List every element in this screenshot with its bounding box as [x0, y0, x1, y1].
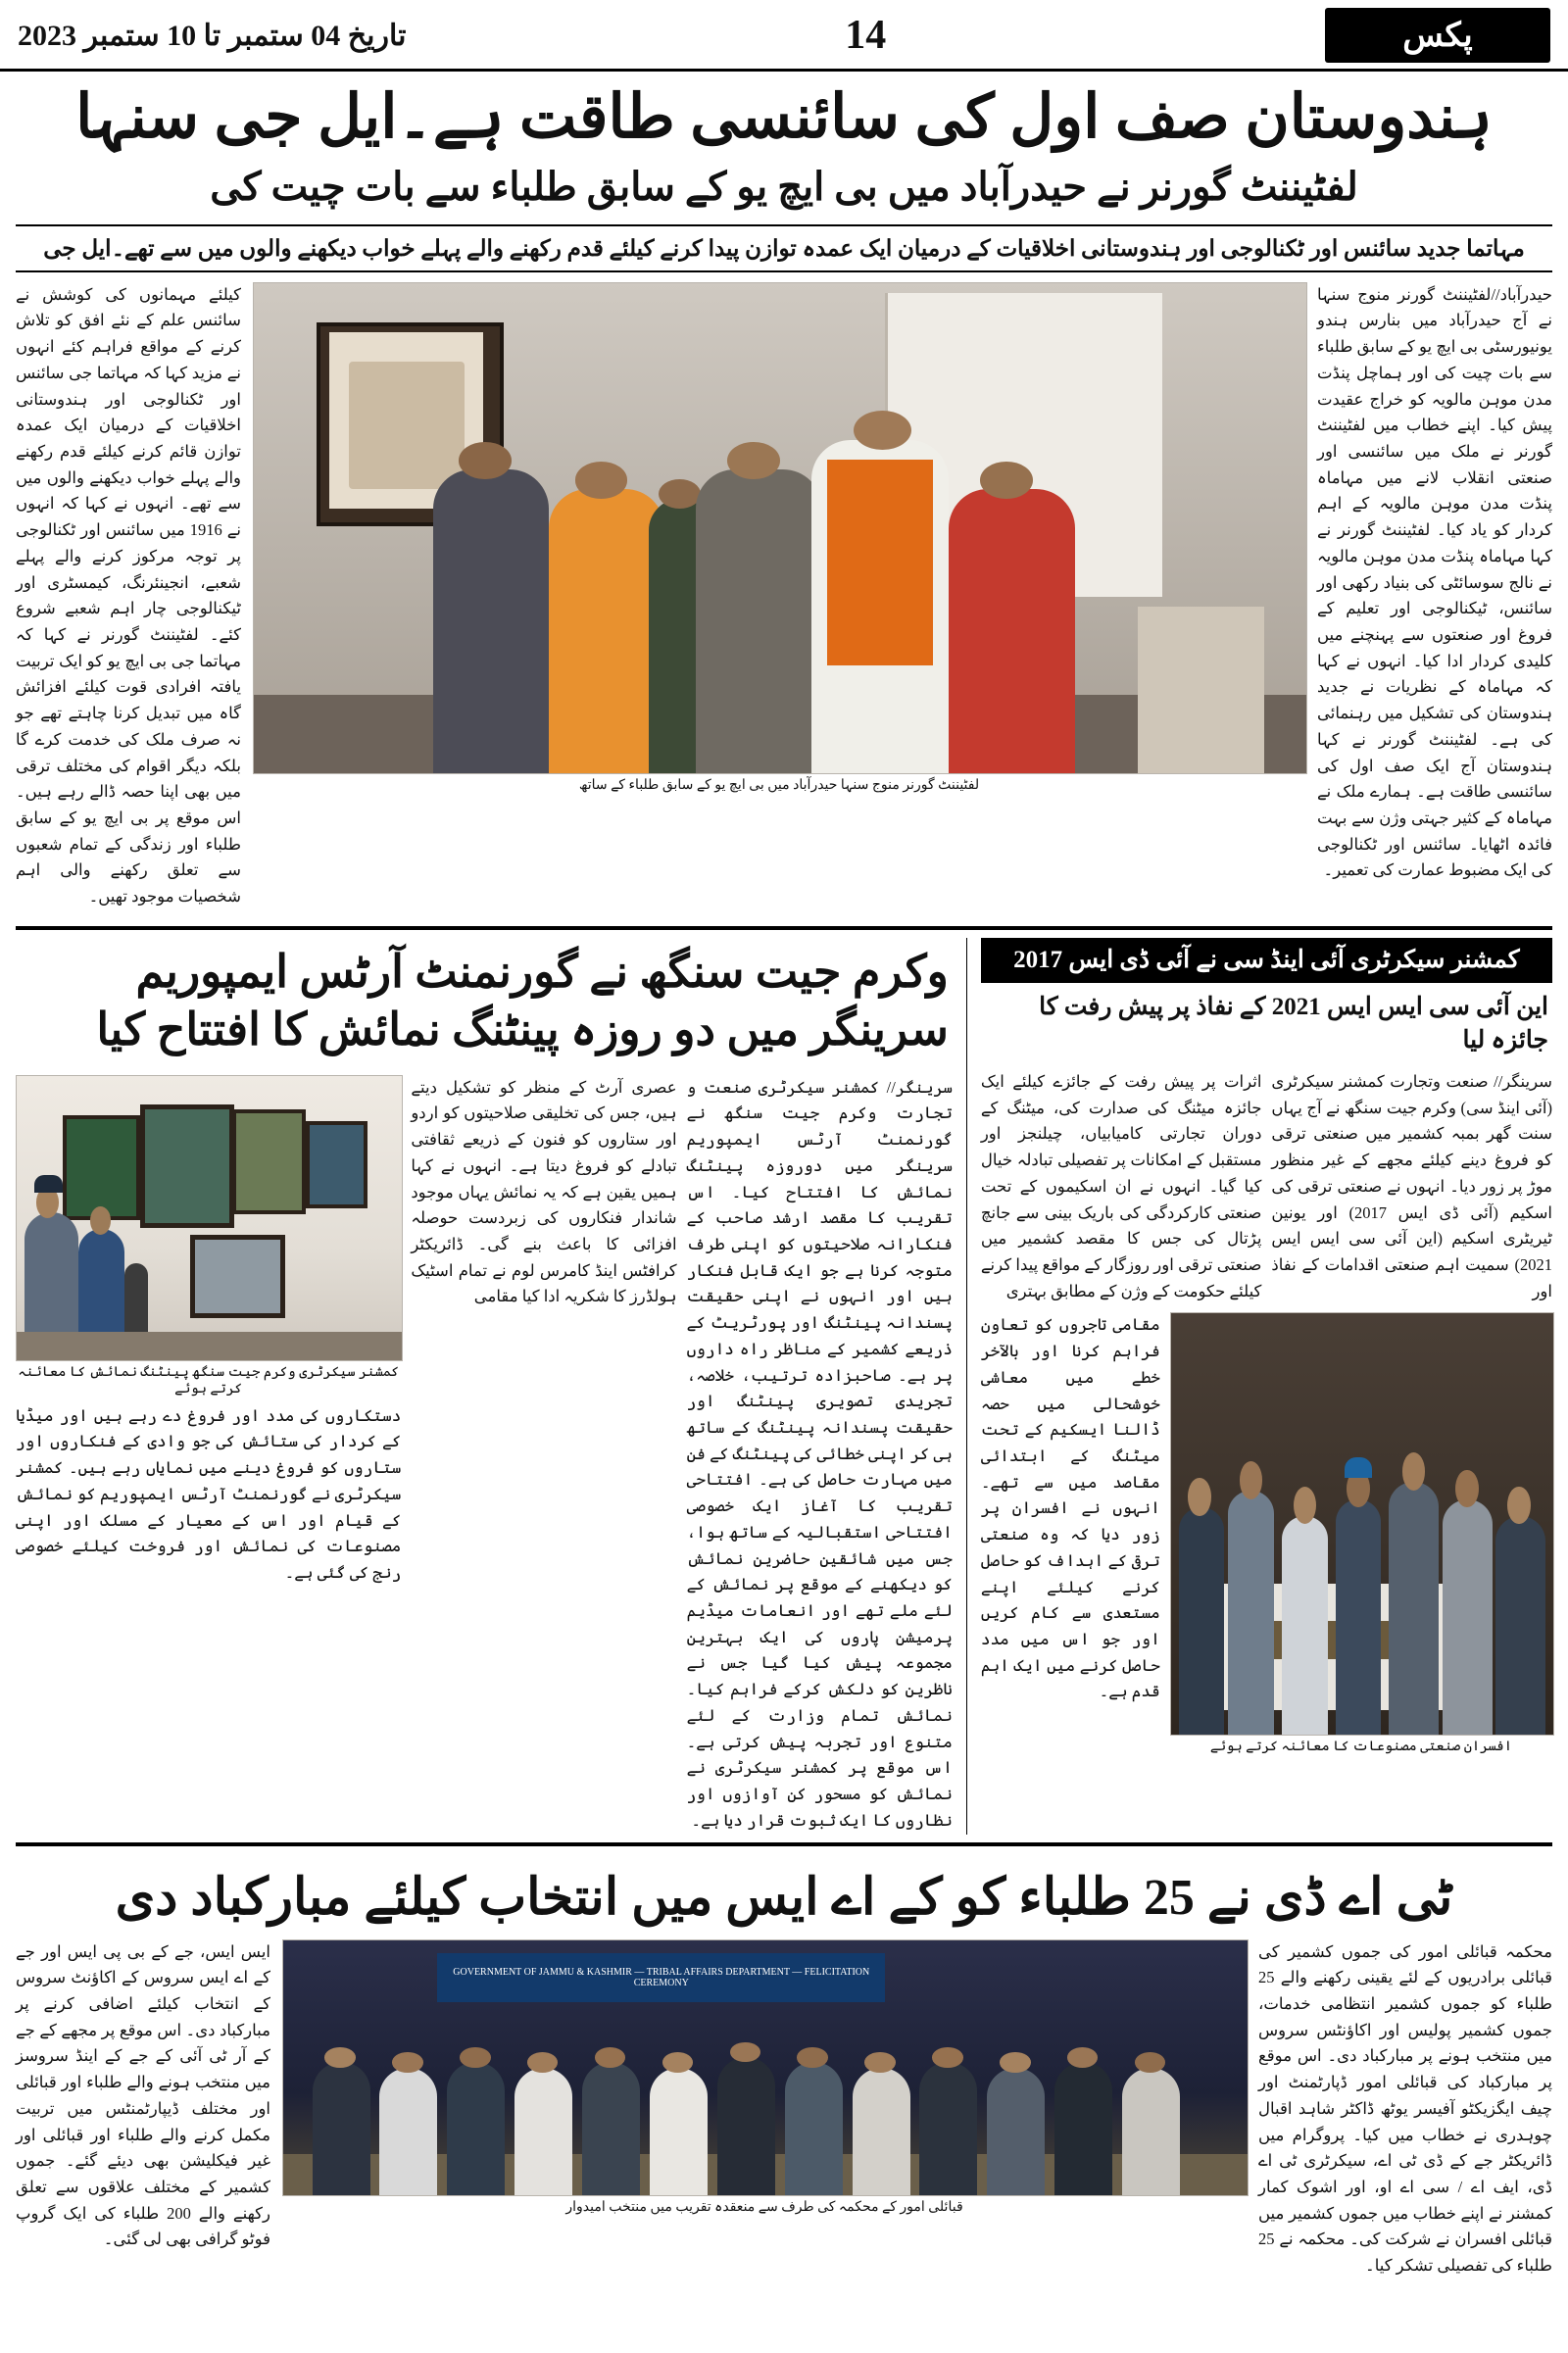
lead-left-column	[16, 282, 241, 910]
tda-col2-wrap	[1258, 1939, 1552, 2279]
vertical-divider	[966, 938, 967, 1835]
newspaper-logo	[1325, 8, 1550, 63]
tda-col1-wrap	[16, 1939, 270, 2254]
lead-headline: ہندوستان صف اول کی سائنسی طاقت ہے۔ایل جی سنہا	[75, 84, 1493, 151]
ipds-photo	[1170, 1312, 1554, 1736]
ipds-col3: سرینگر// صنعت وتجارت کمشنر سیکرٹری (آئی اینڈ سی) وکرم جیت سنگھ نے آج یہاں سنت گھر بمبہ کشمیر میں صنعتی ترقی کو فروغ دینے کیلئے مجھے کے غیر منظور موڑ پر زور دیا۔ انہوں نے صنعتی ترقی کی اسکیم (آئی ڈی ایس 2017) اور یونین ٹیریٹری اسکیم (این آئی سی ایس ایس 2021) سمیت اہم صنعتی اقدامات کے نفاذ اور	[1271, 1071, 1552, 1300]
exhibition-headline: وکرم جیت سنگھ نے گورنمنٹ آرٹس ایمپوریم سرینگر میں دو روزہ پینٹنگ نمائش کا افتتاح کیا	[96, 946, 949, 1054]
lead-photo-wrap	[253, 282, 1305, 794]
masthead-date: تاریخ 04 ستمبر تا 10 ستمبر 2023	[18, 19, 407, 52]
ipds-col1-wrap	[981, 1069, 1262, 1304]
ipds-story	[981, 938, 1552, 1755]
ipds-black-bar: کمشنر سیکرٹری آئی اینڈ سی نے آئی ڈی ایس 2017	[981, 938, 1552, 984]
logo-text: پکس	[1402, 18, 1473, 54]
tda-story	[0, 1854, 1568, 2297]
lead-right-column	[1317, 282, 1552, 885]
ipds-col2: اثرات پر پیش رفت کے جائزے کیلئے ایک جائزہ میٹنگ کی صدارت کی، میٹنگ کے دوران تجارتی کامیابیاں، چیلنجز اور مستقبل کے امکانات پر تفصیلی تبادلہ خیال کیا گیا۔ انہوں نے ان اسکیموں کے تحت صنعتی کارکردگی کی باریک بینی سے جانچ پڑتال کی جس کا مقصد کشمیر میں صنعتی ترقی اور روزگار کے مواقع پیدا کرنے کیلئے حکومت کے وژن کے مطابق بہتری	[980, 1071, 1262, 1300]
lead-kicker: مہاتما جدید سائنس اور ٹکنالوجی اور ہندوستانی اخلاقیات کے درمیان ایک عمدہ توازن پیدا کرنے کیلئے قدم رکھنے والے پہلے خواب دیکھنے والوں میں سے تھے۔ایل جی	[16, 224, 1552, 272]
exhibition-photo-caption: کمشنر سیکرٹری وکرم جیت سنگھ پینٹنگ نمائش کا معائنہ کرتے ہوئے	[18, 1364, 400, 1397]
ipds-col3-wrap	[981, 1312, 1160, 1755]
tda-columns	[0, 1939, 1568, 2297]
tda-headline: ٹی اے ڈی نے 25 طلباء کو کے اے ایس میں انتخاب کیلئے مبارکباد دی	[115, 1869, 1453, 1926]
tda-photo-caption: قبائلی امور کے محکمہ کی طرف سے منعقدہ تقریب میں منتخب امیدوار	[565, 2199, 963, 2215]
exhibition-col2: عصری آرٹ کے منظر کو تشکیل دیتے ہیں، جس کی تخلیقی صلاحیتوں کو اردو اور ستاروں کو فنون کے ذریعے ثقافتی تبادلے کو فروغ دیتا ہے۔ انہوں نے کہا ہمیں یقین ہے کہ یہ نمائش یہاں موجود شاندار فنکاروں کی زبردست حوصلہ افزائی کا باعث بنے گی۔ ڈائریکٹر کرافٹس اینڈ کامرس لوم نے تمام اسٹیک ہولڈرز کا شکریہ ادا کیا مقامی	[411, 1077, 677, 1306]
tda-col1: ایس ایس، جے کے بی پی ایس اور جے کے اے ایس سروس کے اکاؤنٹ سروس کے انتخاب کیلئے اضافی کرنے پر مبارکباد دی۔ اس موقع پر مجھے کے جے کے آر ٹی آئی کے جے کے اینڈ سروسز میں منتخب ہونے والے طلباء اور قبائلی اور مختلف ڈیپارٹمنٹس میں تربیت مکمل کرنے والے طلباء اور قبائلی اور غیر فیکلیشن بھی دیئے گئے۔ جموں کشمیر کے مختلف علاقوں سے تعلق رکھنے والے 200 طلباء کی ایک گروپ فوٹو گرافی بھی لی گئی۔	[16, 1941, 271, 2249]
exhibition-story	[16, 938, 953, 1835]
ipds-col2-wrap	[1271, 1069, 1552, 1304]
exhibition-col3: سرینگر// کمشنر سیکرٹری صنعت و تجارت وکرم جیت سنگھ نے گورنمنٹ آرٹس ایمپوریم سرینگر میں دوروزہ پینٹنگ نمائش کا افتتاح کیا۔ اس تقریب کا مقصد ارشد صاحب کے فنکارانہ صلاحیتوں کو اپنی طرف متوجہ کرنا ہے جو ایک قابل فنکار ہیں اور انہوں نے اپنی حقیقت پسندانہ پینٹنگ اور پورٹریٹ کے ذریعے کشمیر کے مناظر راہ داروں پر ہے۔ صاحبزادہ ترتیب، خلاصہ، تجریدی تصویری پینٹنگ اور حقیقت پسندانہ پینٹنگ کے ساتھ ہی کر اپنی خطائی کی پینٹنگ کے فن میں مہارت حاصل کی ہے۔ افتتاحی تقریب کا آغاز ایک خصوصی افتتاحی استقبالیہ کے ساتھ ہوا، جس میں شائقین حاضرین نمائش کو دیکھنے کے موقع پر نمائش کے لئے ملے تھے اور انعامات میڈیم پرمیشن پاروں کی ایک بہترین مجموعہ پیش کیا گیا جس نے ناظرین کو دلکش کرکے فراہم کیا۔ نمائش تمام وزارت کے لئے متنوع اور تجربہ پیش کرتی ہے۔ اس موقع پر کمشنر سیکرٹری نے نمائش کو مسحور کن آوازوں اور نظاروں کا ایک ثبوت قرار دیا ہے۔	[686, 1077, 953, 1830]
section-divider-2	[16, 1842, 1552, 1846]
tda-col2: محکمہ قبائلی امور کی جموں کشمیر کی قبائلی برادریوں کے لئے یقینی رکھنے والے 25 طلباء کو جموں کشمیر انتظامی خدمات، جموں کشمیر پولیس اور اکاؤنٹس سروس میں منتخب ہونے پر مبارکباد دی۔ اس موقع پر مبارکباد کی قبائلی امور ڈپارٹمنٹ اور چیف ایگزیکٹو آفیسر یوٹھ ڈاکٹر شاہد اقبال چوہدری نے خطاب میں کیا۔ پروگرام میں ڈائریکٹر جے کے ڈی ٹی اے، سیکرٹری ٹی اے ڈی، ایف اے / سی اے او، اور اشوک کمار کمشنر نے اپنے خطاب میں جموں کشمیر میں قبائلی افسران نے شرکت کی۔ محکمہ نے 25 طلباء کی تفصیلی تشکر کیا۔	[1258, 1941, 1552, 2276]
page-number: 14	[845, 13, 887, 58]
tda-photo-banner: GOVERNMENT OF JAMMU & KASHMIR — TRIBAL AFFAIRS DEPARTMENT — FELICITATION CEREMONY	[437, 1953, 885, 2003]
exhibition-col2-wrap	[411, 1075, 676, 1835]
lead-left-text: کیلئے مہمانوں کی کوشش نے سائنس علم کے نئے افق کو تلاش کرنے کے مواقع فراہم کئے انہوں نے مزید کہا کہ مہاتما جی سائنس اور ٹکنالوجی اور ہندوستانی اخلاقیات کے درمیان ایک عمدہ توازن قائم کرنے کیلئے قدم رکھنے والے پہلے خواب دیکھنے والوں میں سے تھے۔ انہوں نے کہا کہ انہوں نے 1916 میں سائنس اور ٹکنالوجی پر توجہ مرکوز کرنے والے پہلے شعبے، انجینئرنگ، کیمسٹری اور ٹیکنالوجی چار اہم شعبے شروع کئے۔ لفٹیننٹ گورنر نے کہا کہ مہاتما جی بی ایچ یو کو ایک تربیت یافتہ افرادی قوت کیلئے افزائش گاہ میں تبدیل کرنا چاہتے تھے جو نہ صرف ملک کی خدمت کرے گا بلکہ دیگر اقوام کی مختلف ترقی میں بھی اپنا حصہ ڈالے رہے ہیں۔ اس موقع پر بی ایچ یو کے سابق طلباء اور زندگی کے تمام شعبوں سے تعلق رکھنے والی اہم شخصیات موجود تھیں۔	[16, 284, 241, 907]
lead-headline-block	[0, 72, 1568, 217]
section-divider-1	[16, 926, 1552, 930]
lead-photo-caption: لفٹیننٹ گورنر منوج سنہا حیدرآباد میں بی ایچ یو کے سابق طلباء کے ساتھ	[578, 777, 980, 793]
exhibition-col3-wrap	[687, 1075, 953, 1835]
lead-story-columns	[0, 272, 1568, 918]
lead-right-text: حیدرآباد//لفٹیننٹ گورنر منوج سنہا نے آج حیدرآباد میں بنارس ہندو یونیورسٹی بی ایچ یو کے سابق طلباء سے بات چیت کی اور ہماچل پنڈت مدن موہن مالویہ کو خراج عقیدت پیش کیا۔ اپنے خطاب میں لفٹیننٹ گورنر نے ملک میں سائنسی اور صنعتی انقلاب لانے میں مہاماہ پنڈت مدن موہن مالویہ کے اہم کردار کو یاد کیا۔ لفٹیننٹ گورنر نے کہا مہاماہ پنڈت مدن موہن مالویہ نے نالج سوسائٹی کی بنیاد رکھی اور سائنس، ٹیکنالوجی اور تعلیم کے فروغ اور صنعتوں سے پہنچنے میں کلیدی کردار ادا کیا۔ انہوں نے کہا کہ مہاماہ کے نظریات نے جدید ہندوستان کی تشکیل میں رہنمائی کی ہے۔ لفٹیننٹ گورنر نے کہا ہندوستان آج ایک صف اول کی سائنسی طاقت ہے۔ ہمارے ملک نے مہاماہ کے کثیر جہتی وژن سے بہت فائدہ اٹھایا۔ سائنس اور ٹکنالوجی کی ایک مضبوط عمارت کی تعمیر۔	[1317, 284, 1552, 880]
middle-band	[0, 938, 1568, 1835]
tda-photo	[282, 1939, 1249, 2196]
ipds-col1: مقامی تاجروں کو تعاون فراہم کرنا اور بالآخر خطے میں معاشی خوشحالی میں حصہ ڈالنا ایسکیم کے تحت میٹنگ کے ابتدائی مقاصد میں سے تھے۔ انہوں نے افسران پر زور دیا کہ وہ صنعتی ترقی کے اہداف کو حاصل کرنے کیلئے اپنے مستعدی سے کام کریں اور جو اس میں مدد حاصل کرنے میں ایک اہم قدم ہے۔	[980, 1315, 1160, 1701]
tda-photo-wrap	[282, 1939, 1247, 2216]
exhibition-col1: دستکاروں کی مدد اور فروغ دے رہے ہیں اور میڈیا کے کردار کی ستائش کی جو وادی کے فنکاروں اور ستاروں کو فروغ دینے میں نمایاں رہے ہیں۔ کمشنر سیکرٹری نے گورنمنٹ آرٹس ایمپوریم کو نمائش کے قیام اور اس کے معیار کے مسلک اور اپنی مصنوعات کی نمائش اور فروخت کیلئے خصوصی رنج کی گئی ہے۔	[16, 1405, 402, 1582]
masthead	[0, 0, 1568, 72]
exhibition-photo-wrap	[16, 1075, 401, 1835]
ipds-photo-wrap	[1170, 1312, 1552, 1755]
lead-photo	[253, 282, 1307, 774]
exhibition-photo	[16, 1075, 403, 1361]
ipds-photo-caption: افسران صنعتی مصنوعات کا معائنہ کرتے ہوئے	[1209, 1740, 1512, 1755]
lead-subheadline: لفٹیننٹ گورنر نے حیدرآباد میں بی ایچ یو کے سابق طلباء سے بات چیت کی	[210, 164, 1358, 209]
ipds-subheadline: این آئی سی ایس ایس 2021 کے نفاذ پر پیش رفت کا جائزہ لیا	[1039, 994, 1548, 1054]
